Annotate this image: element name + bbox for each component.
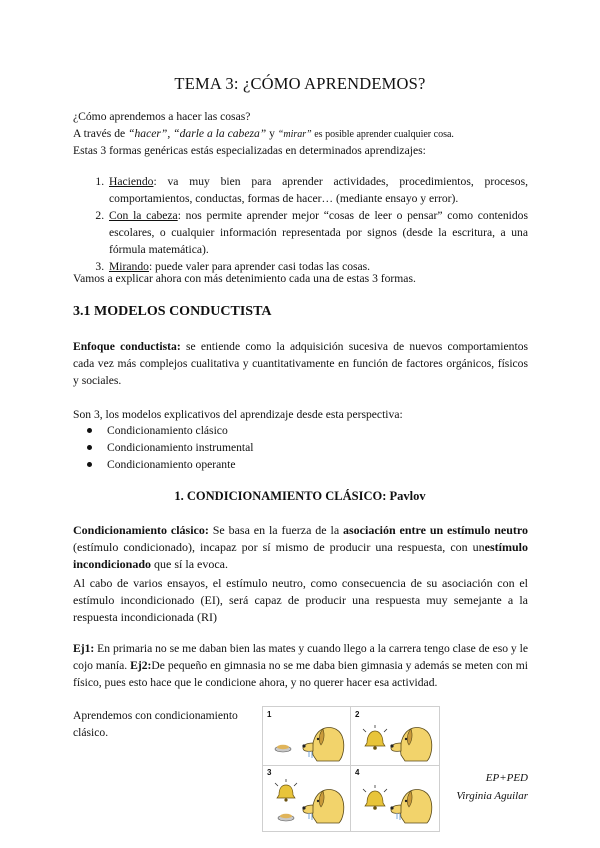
models-list (73, 422, 254, 473)
classic-text-1: Se basa en la fuerza de la (208, 523, 343, 537)
bullet-icon (87, 428, 92, 433)
panel-number: 1 (267, 710, 272, 719)
ej1-text: En primaria no se me daban bien las mates y cuando llego a la carrera tengo clase de eso y le cojo manía. (73, 642, 528, 672)
footer-line-1: EP+PED (485, 772, 528, 784)
list-item (107, 173, 528, 207)
panel-number: 4 (355, 768, 360, 777)
food-bowl-icon (275, 745, 291, 752)
classic-label: Condicionamiento clásico: (73, 523, 209, 537)
classic-bold-2: estímulo incondicionado (73, 540, 528, 571)
enfoque-paragraph (73, 338, 528, 389)
form-text: : puede valer para aprender casi todas las cosas. (148, 260, 371, 273)
intro-line-2 (73, 125, 528, 143)
list-item (107, 456, 254, 473)
list-item (107, 422, 254, 439)
form-text: : nos permite aprender mejor “cosas de leer o pensar” como contenidos escolares, o cualquier información representada por signos (desde la escritura, a una fórmula matemática). (109, 209, 528, 256)
model-label: Condicionamiento operante (107, 458, 236, 471)
subsection-heading: 1. CONDICIONAMIENTO CLÁSICO: Pavlov (174, 489, 426, 503)
model-label: Condicionamiento clásico (107, 424, 228, 437)
figure-caption: Aprendemos con condicionamiento clásico. (73, 709, 238, 739)
footer-line-2: Virginia Aguilar (456, 790, 528, 802)
enfoque-label: Enfoque conductista: (73, 340, 181, 353)
food-bowl-icon (278, 814, 294, 821)
ej2-label: Ej2: (130, 659, 152, 672)
figure-divider (350, 707, 351, 831)
classic-paragraph-2: Al cabo de varios ensayos, el estímulo neutro, como consecuencia de su asociación con el estímulo incondicionado (EI), será capaz de producir una respuesta muy semejante a la respuesta incondicionada (RI) (73, 576, 528, 624)
classic-paragraph (73, 522, 528, 573)
bell-icon (275, 779, 297, 802)
panel-number: 2 (355, 710, 360, 719)
forms-after: Vamos a explicar ahora con más detenimiento cada una de estas 3 formas. (73, 272, 416, 285)
form-term: Mirando (109, 260, 149, 273)
footer (456, 769, 528, 805)
intro-question: ¿Cómo aprendemos a hacer las cosas? (73, 110, 251, 123)
intro-line-3: Estas 3 formas genéricas estás especializadas en determinados aprendizajes: (73, 144, 426, 157)
panel-number: 3 (267, 768, 272, 777)
list-item (107, 207, 528, 258)
dog-icon (390, 789, 431, 823)
intro-l2-em: “hacer”, “darle a la cabeza” (128, 127, 270, 140)
page-title: TEMA 3: ¿CÓMO APRENDEMOS? (174, 74, 426, 93)
intro-l2-mirar: “mirar” (277, 129, 315, 140)
bullet-icon (87, 445, 92, 450)
form-term: Con la cabeza (109, 209, 178, 222)
classic-text-2: (estímulo condicionado), incapaz por sí mismo de producir una respuesta, con un (73, 540, 485, 554)
classic-bold-1: asociación entre un estímulo neutro (343, 523, 528, 537)
models-intro: Son 3, los modelos explicativos del aprendizaje desde esta perspectiva: (73, 408, 403, 421)
panel-4-illustration (355, 773, 437, 829)
list-item (107, 439, 254, 456)
figure-divider (263, 765, 439, 766)
dog-icon (390, 727, 431, 761)
bell-icon (363, 785, 387, 810)
learning-forms-list (73, 173, 528, 275)
intro-l2-post: es posible aprender cualquier cosa. (314, 129, 454, 140)
panel-1-illustration (269, 715, 349, 765)
enfoque-text: se entiende como la adquisición sucesiva de nuevos comportamientos cada vez más complejos cualitativa y cuantitativamente en función de factores orgánicos, físicos y sociales. (73, 340, 528, 387)
pavlov-figure (262, 706, 440, 832)
panel-2-illustration (355, 715, 437, 765)
panel-3-illustration (269, 773, 349, 829)
dog-icon (302, 789, 343, 823)
intro-l2-y: y (269, 127, 278, 140)
intro-l2-pre: A través de (73, 127, 129, 140)
bell-icon (363, 725, 387, 750)
form-term: Haciendo (109, 175, 154, 188)
ej1-label: Ej1: (73, 642, 95, 655)
ej2-text: De pequeño en gimnasia no se me daba bien gimnasia y además se meten con mi físico, pues esto hace que le condicione ahora, y no querer hacer esa actividad. (73, 659, 529, 689)
dog-icon (302, 727, 343, 761)
examples-paragraph (73, 640, 528, 691)
model-label: Condicionamiento instrumental (107, 441, 254, 454)
form-text: : va muy bien para aprender actividades, procedimientos, procesos, comportamientos, conductas, formas de hacer… (mediante ensayo y error). (109, 175, 528, 205)
section-heading: 3.1 MODELOS CONDUCTISTA (73, 304, 272, 319)
classic-text-3: que sí la evoca. (151, 557, 228, 571)
bullet-icon (87, 462, 92, 467)
